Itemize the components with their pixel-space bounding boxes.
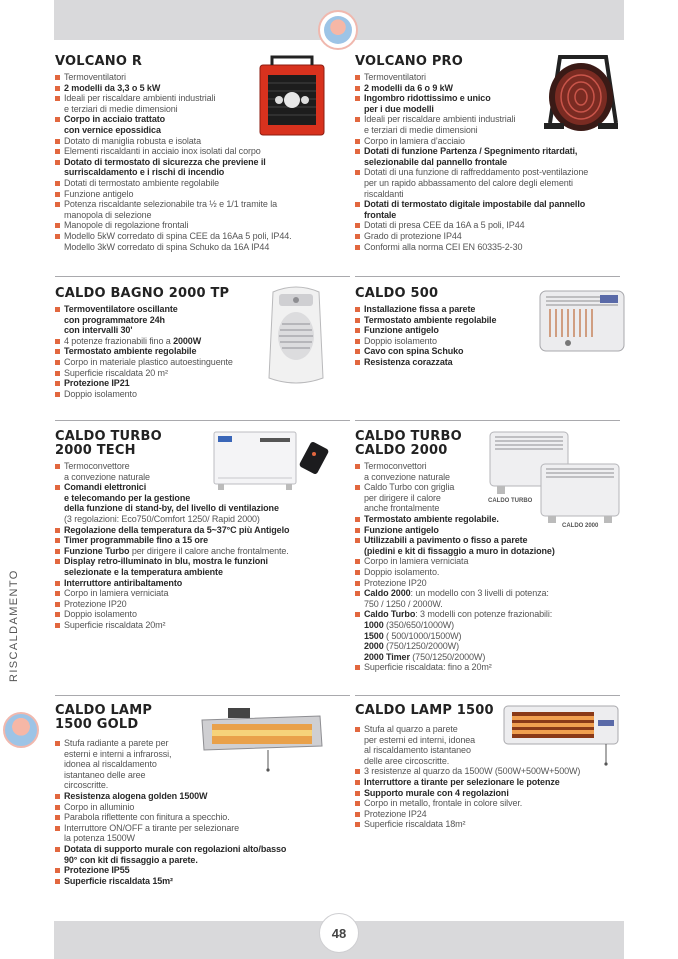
feature-text: con programmatore 24h <box>64 314 165 325</box>
feature-text: Dotati di termostato ambiente regolabile <box>64 177 220 188</box>
feature-text: 90° con kit di fissaggio a parete. <box>64 854 198 865</box>
side-category-label: RISCALDAMENTO <box>8 569 20 682</box>
feature-text: Modello 5kW corredato di spina CEE da 16Aa 5 poli, IP44. <box>64 230 292 241</box>
feature-text-rest: (750/1250/2000W) <box>383 641 459 652</box>
feature-text: Display retro-illuminato in blu, mostra le funzioni <box>64 556 268 567</box>
feature-text: Potenza riscaldante selezionabile tra ½ e 1/1 tramite la <box>64 199 278 210</box>
feature-text: Ideali per riscaldare ambienti industriali <box>64 93 216 104</box>
feature-item <box>55 231 345 242</box>
feature-text: 4 potenze frazionabili fino a <box>64 335 174 346</box>
feature-item <box>55 146 345 157</box>
feature-text: esterni e interni a infrarossi, <box>64 748 172 759</box>
feature-item <box>55 844 350 855</box>
feature-item <box>55 535 350 546</box>
feature-text: Utilizzabili a pavimento o fisso a parete <box>364 535 528 546</box>
feature-text: Supporto murale con 4 regolazioni <box>364 787 509 798</box>
feature-item <box>55 609 350 620</box>
caldo-bagno-heater-image <box>265 284 327 388</box>
feature-item <box>355 357 625 368</box>
feature-item <box>55 525 350 536</box>
feature-text: per dirigere il calore <box>364 492 441 503</box>
feature-item <box>355 631 625 642</box>
feature-text: selezionate e la temperatura ambiente <box>64 566 223 577</box>
feature-item <box>55 599 350 610</box>
feature-text: Regolazione della temperatura da 5~37°C più Antigelo <box>64 524 290 535</box>
brand-logo-icon <box>318 10 358 50</box>
feature-text-rest: ( 500/1000/1500W) <box>383 630 462 641</box>
feature-text: con vernice epossidica <box>64 124 161 135</box>
feature-text: al riscaldamento istantaneo <box>364 745 471 756</box>
feature-text: Caldo Turbo con griglia <box>364 482 455 493</box>
feature-text: Ideali per riscaldare ambienti industriali <box>364 114 516 125</box>
feature-text: Protezione IP24 <box>364 808 427 819</box>
feature-text: Protezione IP21 <box>64 378 130 389</box>
feature-text: Installazione fissa a parete <box>364 304 476 314</box>
feature-text: istantaneo delle aree <box>64 769 146 780</box>
feature-item <box>55 620 350 631</box>
product-title-line2: CALDO 2000 <box>355 443 448 458</box>
feature-item <box>55 493 350 504</box>
feature-text: Interruttore ON/OFF a tirante per selezionare <box>64 822 240 833</box>
feature-item <box>355 146 625 157</box>
feature-text: Manopole di regolazione frontali <box>64 220 189 231</box>
feature-item <box>355 777 625 788</box>
feature-text: Corpo in materiale plastico autoestinguente <box>64 356 233 367</box>
feature-item <box>355 798 625 809</box>
feature-text: della funzione di stand-by, del livello di ventilazione <box>64 503 279 514</box>
feature-text: 2000 <box>364 641 384 652</box>
feature-text: Corpo in alluminio <box>64 801 135 812</box>
feature-item <box>355 231 625 242</box>
feature-text: Resistenza alogena golden 1500W <box>64 790 208 801</box>
product-title-line2: 1500 GOLD <box>55 717 139 732</box>
feature-item <box>355 588 625 599</box>
feature-text: Dotati di presa CEE da 16A a 5 poli, IP44 <box>364 220 525 231</box>
product-title-line1: CALDO TURBO <box>55 429 162 444</box>
product-title: CALDO LAMP 1500 <box>355 703 494 718</box>
feature-item <box>355 809 625 820</box>
feature-item <box>55 833 350 844</box>
volcano-r-heater-image <box>256 55 328 139</box>
feature-text: riscaldanti <box>364 188 404 199</box>
feature-item <box>55 514 350 525</box>
feature-text: e terziari di medie dimensioni <box>364 124 478 135</box>
section-divider <box>55 276 350 277</box>
feature-item <box>55 823 350 834</box>
feature-item <box>55 865 350 876</box>
feature-text: Superficie riscaldata 20 m² <box>64 367 168 378</box>
feature-text: (piedini e kit di fissaggio a muro in dotazione) <box>364 545 555 556</box>
feature-text: Superficie riscaldata 18m² <box>364 819 466 830</box>
feature-text: Corpo in metallo, frontale in colore silver. <box>364 798 523 809</box>
feature-item <box>355 641 625 652</box>
feature-text: Dotata di supporto murale con regolazioni alto/basso <box>64 843 287 854</box>
feature-text: Resistenza corazzata <box>364 356 453 367</box>
feature-text: Funzione Turbo <box>64 545 130 556</box>
caldo-500-heater-image <box>538 287 626 357</box>
feature-item <box>355 819 625 830</box>
feature-text: Stufa al quarzo a parete <box>364 724 458 734</box>
feature-item <box>355 788 625 799</box>
feature-item <box>355 556 625 567</box>
product-title-line1: CALDO LAMP <box>55 703 153 718</box>
feature-text-rest: : 3 modelli con potenze frazionabili: <box>415 609 553 620</box>
feature-item <box>55 588 350 599</box>
product-title: VOLCANO R <box>55 54 143 69</box>
feature-text: la potenza 1500W <box>64 833 135 844</box>
feature-item <box>355 535 625 546</box>
feature-text: per esterni ed interni, idonea <box>364 734 476 745</box>
feature-text: Comandi elettronici <box>64 482 147 493</box>
feature-item <box>55 199 345 210</box>
feature-text: a convezione naturale <box>64 471 150 482</box>
feature-text: delle aree circoscritte. <box>364 755 450 766</box>
feature-text-rest: (350/650/1000W) <box>383 619 455 630</box>
feature-item <box>55 503 350 514</box>
feature-text: Termoconvettore <box>64 461 130 471</box>
page-number: 48 <box>331 925 347 941</box>
feature-text: Dotati di termostato digitale impostabile dal pannello <box>364 199 586 210</box>
feature-item <box>355 157 625 168</box>
feature-text: Doppio isolamento <box>64 609 137 620</box>
feature-text: per un rapido abbassamento del calore degli elementi <box>364 177 573 188</box>
feature-text: Doppio isolamento <box>64 388 137 399</box>
feature-item <box>55 242 345 253</box>
feature-item <box>355 620 625 631</box>
section-divider <box>55 420 350 421</box>
caldo-turbo-tech-heater-image <box>210 428 334 492</box>
product-title: CALDO BAGNO 2000 TP <box>55 286 230 301</box>
feature-item <box>355 599 625 610</box>
feature-text: Timer programmabile fino a 15 ore <box>64 535 209 546</box>
feature-text: per i due modelli <box>364 103 434 114</box>
feature-item <box>55 578 350 589</box>
feature-item <box>355 189 625 200</box>
feature-text: Protezione IP55 <box>64 865 130 876</box>
feature-item <box>355 652 625 663</box>
feature-text: Termoventilatori <box>64 72 126 82</box>
caldo-turbo-image-caption: CALDO TURBO <box>488 498 533 504</box>
feature-text: 3 resistenze al quarzo da 1500W (500W+500W+500W) <box>364 766 581 777</box>
feature-text: selezionabile dal pannello frontale <box>364 156 508 167</box>
feature-text: Caldo Turbo <box>364 609 416 620</box>
feature-text: Caldo 2000 <box>364 588 411 599</box>
feature-text: 1500 <box>364 630 384 641</box>
feature-text: Funzione antigelo <box>364 325 439 336</box>
feature-item <box>355 167 625 178</box>
feature-text: 750 / 1250 / 2000W. <box>364 598 443 609</box>
feature-text: Parabola riflettente con finitura a specchio. <box>64 812 230 823</box>
feature-text: Termostato ambiente regolabile <box>64 346 197 357</box>
feature-item <box>55 189 345 200</box>
feature-item <box>355 199 625 210</box>
feature-item <box>55 556 350 567</box>
feature-text: Elementi riscaldanti in acciaio inox isolati dal corpo <box>64 146 261 157</box>
feature-text-rest: per dirigere il calore anche frontalmente. <box>129 545 289 556</box>
feature-item <box>55 876 350 887</box>
feature-text: Conformi alla norma CEI EN 60335-2-30 <box>364 241 523 252</box>
section-divider <box>355 276 620 277</box>
feature-text: con intervalli 30' <box>64 325 133 336</box>
section-divider <box>355 420 620 421</box>
feature-text: Superficie riscaldata: fino a 20m² <box>364 662 492 673</box>
feature-item <box>55 791 350 802</box>
feature-text: Corpo in lamiera d’acciaio <box>364 135 465 146</box>
feature-text: Dotato di maniglia robusta e isolata <box>64 135 201 146</box>
section-divider <box>355 695 620 696</box>
feature-text: 2000 Timer <box>364 651 410 662</box>
feature-item <box>55 178 345 189</box>
feature-item <box>355 546 625 557</box>
feature-item <box>55 220 345 231</box>
feature-item <box>355 210 625 221</box>
page-number-badge <box>319 913 359 953</box>
section-divider <box>55 695 350 696</box>
feature-text-bold: 2000W <box>173 335 202 346</box>
feature-text: Ingombro ridottissimo e unico <box>364 93 491 104</box>
feature-text: Doppio isolamento. <box>364 566 440 577</box>
feature-text-rest: : un modello con 3 livelli di potenza: <box>410 588 549 599</box>
feature-item <box>355 609 625 620</box>
feature-text-rest: (750/1250/2000W) <box>409 651 486 662</box>
feature-text: Corpo in lamiera verniciata <box>64 588 169 599</box>
feature-text: (3 regolazioni: Eco750/Comfort 1250/ Rapid 2000) <box>64 513 260 524</box>
feature-item <box>55 210 345 221</box>
feature-item <box>55 157 345 168</box>
feature-text: Doppio isolamento <box>364 335 437 346</box>
feature-text: Superficie riscaldata 15m² <box>64 875 173 886</box>
feature-text: Termoventilatori <box>364 72 426 82</box>
feature-text: manopola di selezione <box>64 209 152 220</box>
feature-text: Termoventilatore oscillante <box>64 304 178 314</box>
feature-item <box>55 802 350 813</box>
side-brand-logo-icon <box>3 712 39 748</box>
product-title: CALDO 500 <box>355 286 439 301</box>
feature-item <box>355 578 625 589</box>
feature-text: Stufa radiante a parete per <box>64 738 169 748</box>
feature-text: idonea al riscaldamento <box>64 759 157 770</box>
feature-text: Funzione antigelo <box>364 524 439 535</box>
feature-text: e terziari di medie dimensioni <box>64 103 178 114</box>
feature-text: a convezione naturale <box>364 471 450 482</box>
feature-text: 2 modelli da 3,3 o 5 kW <box>64 82 161 93</box>
feature-text: Termoconvettori <box>364 461 427 471</box>
feature-text: Cavo con spina Schuko <box>364 346 464 357</box>
feature-text: Corpo in acciaio trattato <box>64 114 166 125</box>
feature-text: surriscaldamento e i rischi di incendio <box>64 167 225 178</box>
feature-text: Interruttore a tirante per selezionare le potenze <box>364 776 560 787</box>
caldo-lamp-gold-heater-image <box>198 706 326 772</box>
product-title-line1: CALDO TURBO <box>355 429 462 444</box>
feature-item <box>55 389 345 400</box>
feature-text: Termostato ambiente regolabile <box>364 314 497 325</box>
feature-text: Dotati di funzione Partenza / Spegnimento ritardati, <box>364 146 578 157</box>
feature-item <box>355 242 625 253</box>
feature-text: Modello 3kW corredato di spina Schuko da 16A IP44 <box>64 241 270 252</box>
feature-text: 1000 <box>364 619 384 630</box>
feature-text: Grado di protezione IP44 <box>364 230 462 241</box>
product-title: VOLCANO PRO <box>355 54 464 69</box>
feature-item <box>55 780 350 791</box>
caldo-2000-image-caption: CALDO 2000 <box>562 523 599 529</box>
feature-item <box>355 662 625 673</box>
product-title-line2: 2000 TECH <box>55 443 136 458</box>
caldo-lamp-1500-heater-image <box>500 702 622 768</box>
feature-text: frontale <box>364 209 397 220</box>
feature-text: Interruttore antiribaltamento <box>64 577 183 588</box>
feature-item <box>55 546 350 557</box>
feature-text: Funzione antigelo <box>64 188 134 199</box>
volcano-pro-heater-image <box>540 53 622 137</box>
feature-text: 2 modelli da 6 o 9 kW <box>364 82 453 93</box>
feature-item <box>355 178 625 189</box>
feature-text: e telecomando per la gestione <box>64 492 191 503</box>
feature-text: anche frontalmente <box>364 503 440 514</box>
feature-item <box>355 220 625 231</box>
feature-text: Corpo in lamiera verniciata <box>364 556 469 567</box>
feature-text: Protezione IP20 <box>364 577 427 588</box>
feature-text: circoscritte. <box>64 780 109 791</box>
feature-item <box>355 567 625 578</box>
feature-text: Termostato ambiente regolabile. <box>364 513 499 524</box>
feature-item <box>55 567 350 578</box>
feature-text: Dotato di termostato di sicurezza che previene il <box>64 156 266 167</box>
caldo-2000-heater-image <box>538 460 622 524</box>
feature-text: Dotati di una funzione di raffreddamento post-ventilazione <box>364 167 589 178</box>
feature-text: Protezione IP20 <box>64 598 127 609</box>
feature-item <box>55 812 350 823</box>
feature-text: Superficie riscaldata 20m² <box>64 619 166 630</box>
feature-item <box>55 167 345 178</box>
feature-item <box>355 136 625 147</box>
feature-item <box>55 855 350 866</box>
